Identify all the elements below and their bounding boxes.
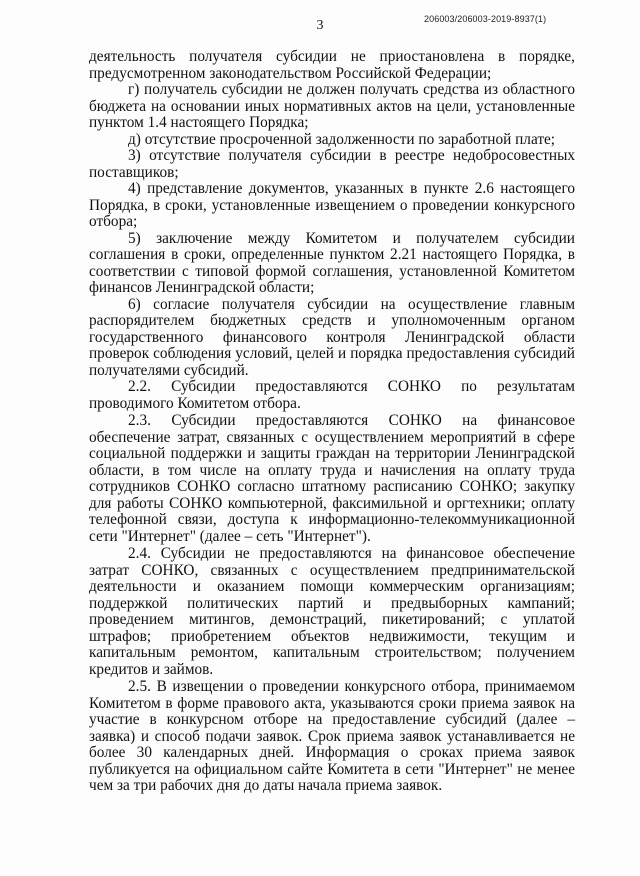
- paragraph-2-5: 2.5. В извещении о проведении конкурсного отбора, принимаемом Комитетом в форме правового акта, указываются сроки приема заявок на участие в конкурсном отборе на предоставление субсидий (далее – заявка) и способ подачи заявок. Срок приема заявок устанавливается не более 30 календарных дней. Информация о сроках приема заявок публикуется на официальном сайте Комитета в сети "Интернет" не менее чем за три рабочих дня до даты начала приема заявок.: [89, 678, 575, 794]
- paragraph-continuation: деятельность получателя субсидии не приостановлена в порядке, предусмотренном законодательством Российской Федерации;: [89, 48, 575, 82]
- paragraph-2-2: 2.2. Субсидии предоставляются СОНКО по результатам проводимого Комитетом отбора.: [89, 378, 575, 412]
- paragraph-2-3: 2.3. Субсидии предоставляются СОНКО на финансовое обеспечение затрат, связанных с осуществлением мероприятий в сфере социальной поддержки и защиты граждан на территории Ленинградской области, в том числе на оплату труда и начисления на оплату труда сотрудников СОНКО согласно штатному расписанию СОНКО; закупку для работы СОНКО компьютерной, факсимильной и оргтехники; оплату телефонной связи, доступа к информационно-телекоммуникационной сети "Интернет" (далее – сеть "Интернет").: [89, 412, 575, 545]
- paragraph-item-g: г) получатель субсидии не должен получать средства из областного бюджета на основании иных нормативных актов на цели, установленные пунктом 1.4 настоящего Порядка;: [89, 81, 575, 131]
- paragraph-item-6: 6) согласие получателя субсидии на осуществление главным распорядителем бюджетных средств и уполномоченным органом государственного финансового контроля Ленинградской области проверок соблюдения условий, целей и порядка предоставления субсидий получателями субсидий.: [89, 295, 575, 379]
- paragraph-2-4: 2.4. Субсидии не предоставляются на финансовое обеспечение затрат СОНКО, связанных с осуществлением предпринимательской деятельности и оказанием помощи коммерческим организациям; поддержкой политических партий и предвыборных кампаний; проведением митингов, демонстраций, пикетирований; с уплатой штрафов; приобретением объектов недвижимости, текущим и капитальным ремонтом, капитальным строительством; получением кредитов и займов.: [89, 545, 575, 678]
- paragraph-item-3: 3) отсутствие получателя субсидии в реестре недобросовестных поставщиков;: [89, 147, 575, 181]
- document-id: 206003/206003-2019-8937(1): [424, 14, 547, 24]
- page-number: 3: [316, 18, 324, 33]
- paragraph-item-5: 5) заключение между Комитетом и получателем субсидии соглашения в сроки, определенные пунктом 2.21 настоящего Порядка, в соответствии с типовой формой соглашения, установленной Комитетом финансов Ленинградской области;: [89, 229, 575, 296]
- document-body: [89, 49, 575, 795]
- paragraph-item-d: д) отсутствие просроченной задолженности по заработной плате;: [128, 130, 556, 148]
- paragraph-item-4: 4) представление документов, указанных в пункте 2.6 настоящего Порядка, в сроки, установленные извещением о проведении конкурсного отбора;: [89, 180, 575, 230]
